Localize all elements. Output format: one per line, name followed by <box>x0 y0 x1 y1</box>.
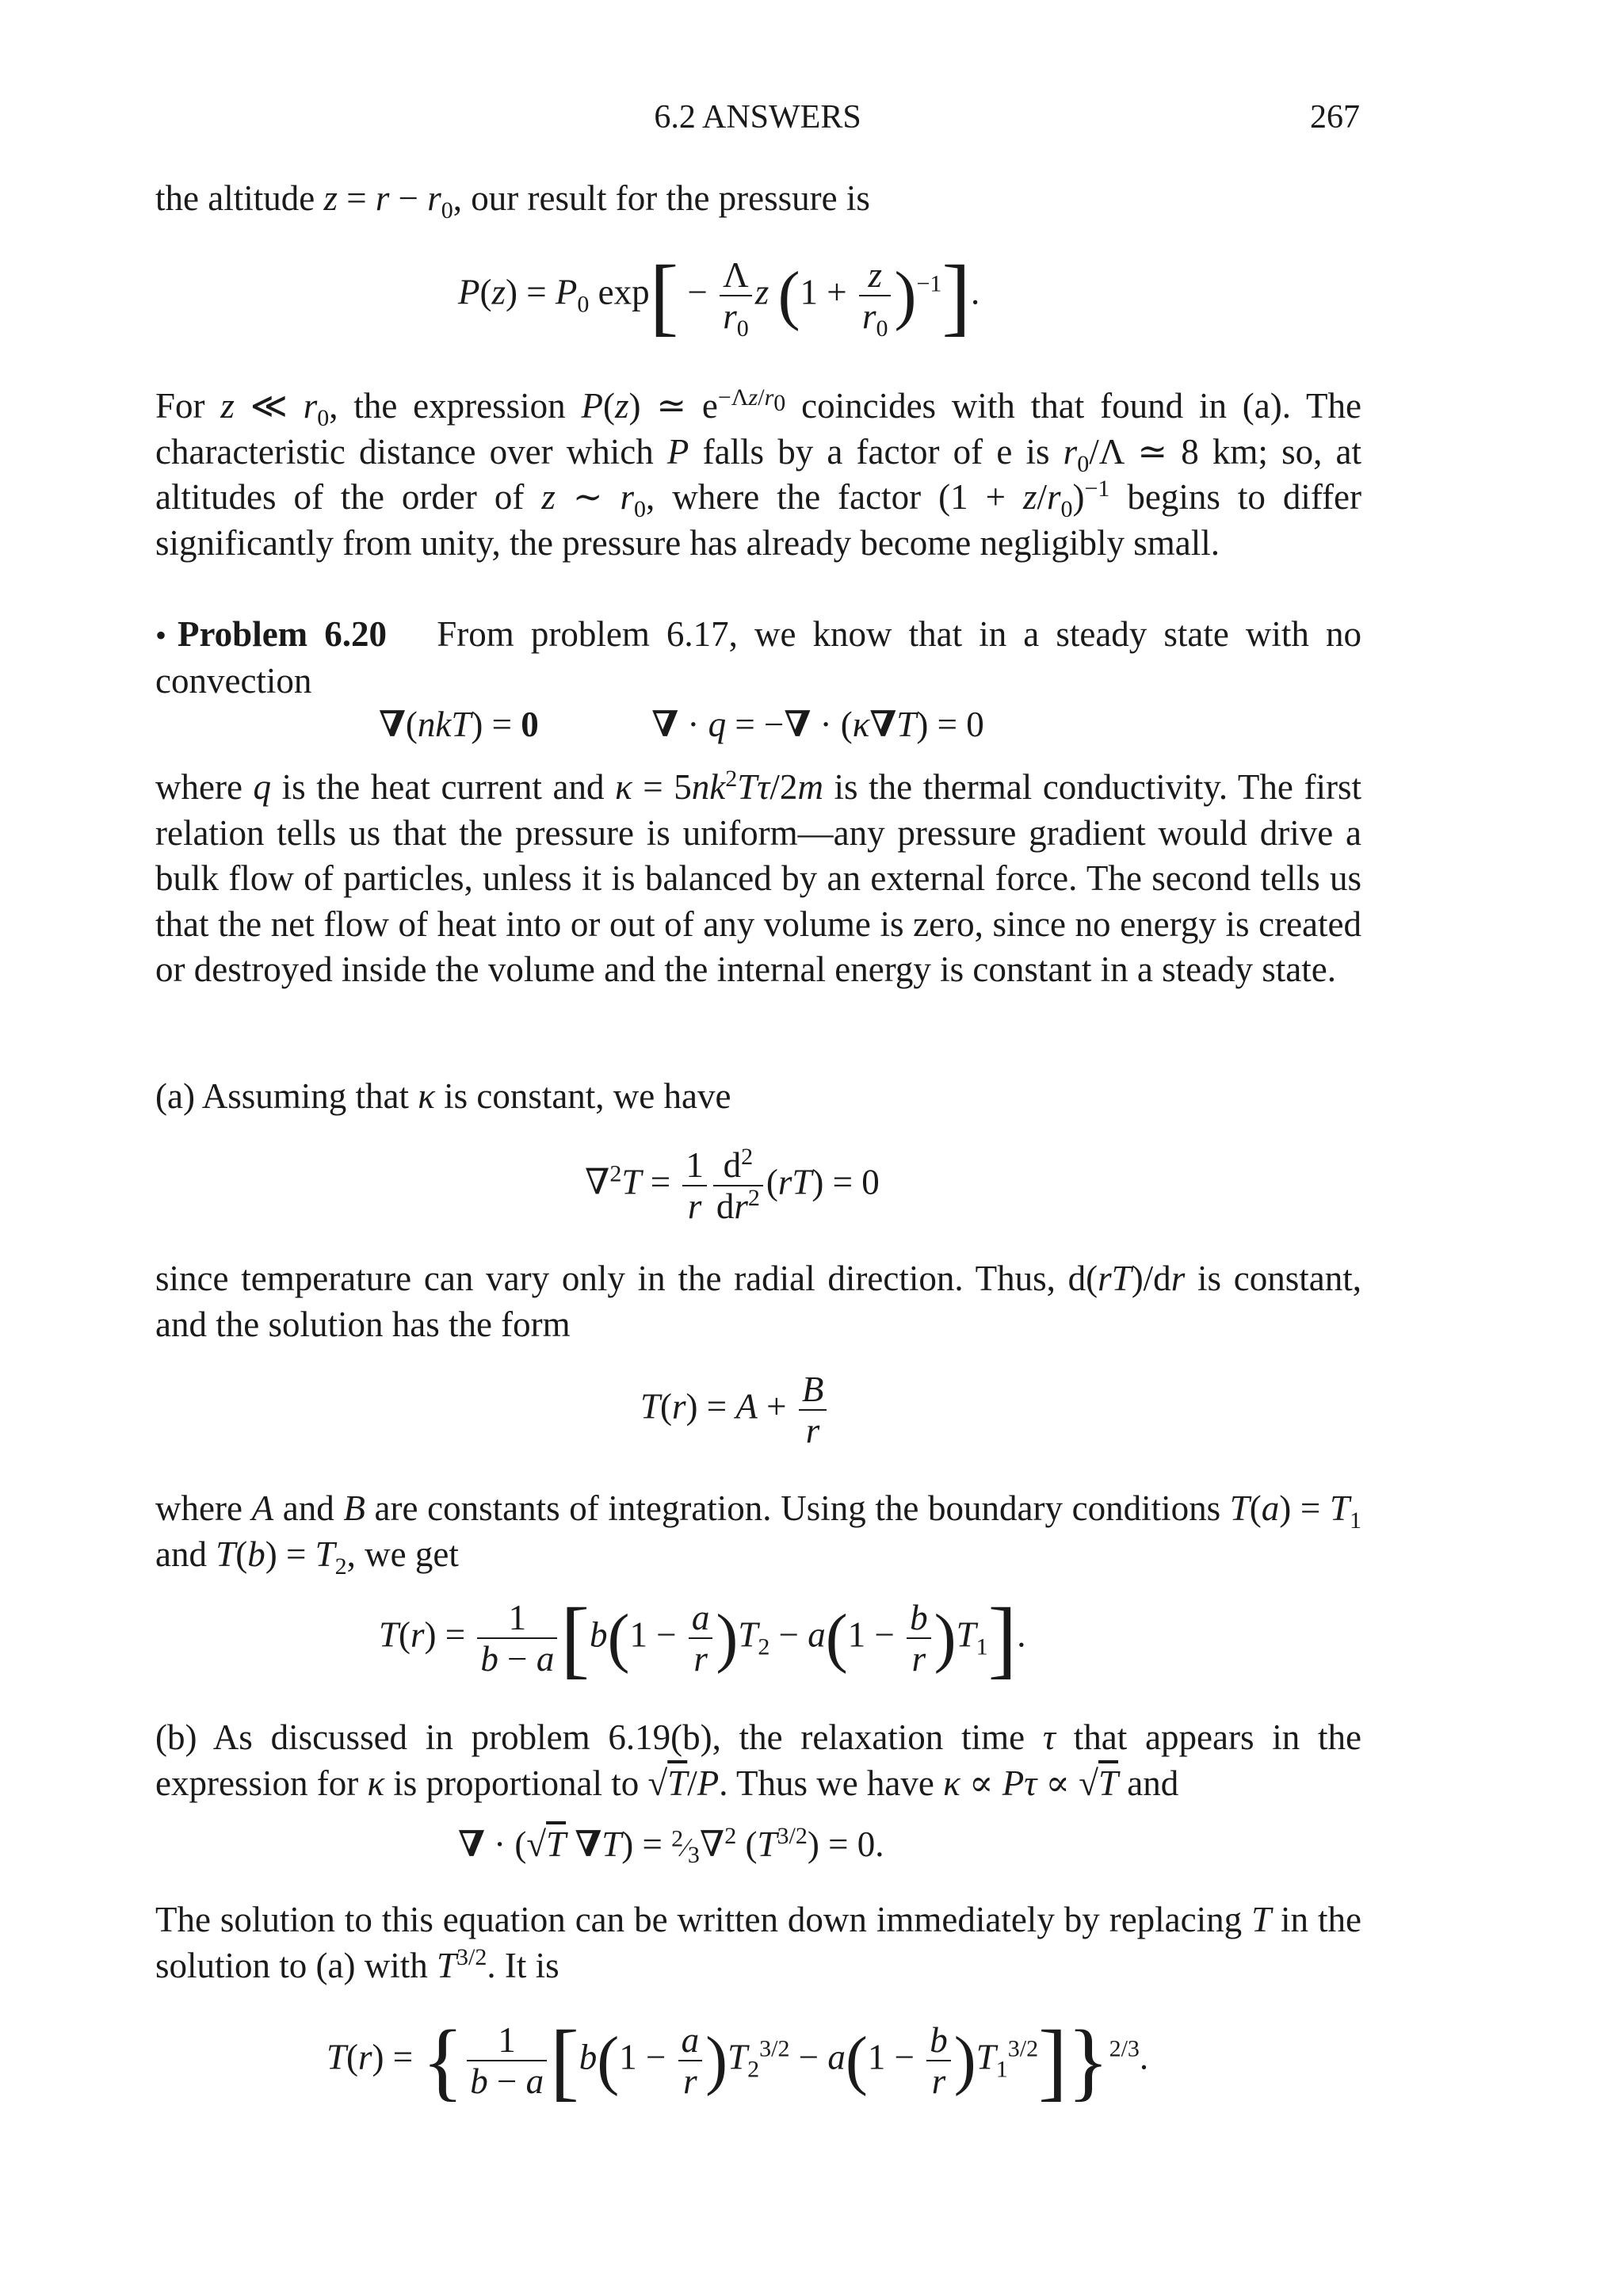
section-title: 6.2 ANSWERS <box>654 99 861 136</box>
paragraph-6: where A and B are constants of integration. Using the boundary conditions $T(a) = T_1$ and $T(b) = T_2$, we get <box>155 1488 1361 1580</box>
problem-label: Problem 6.20 <box>178 614 387 654</box>
paragraph-8: The solution to this equation can be written down immediately by replacing T in the solution to (a) with $T^{3/2}$. It is <box>155 1900 1361 1985</box>
paragraph-3: where q is the heat current and $\kappa = 5nk^2T\tau/2m$ is the thermal conductivity. The first relation tells us that the pressure is uniform—any pressure gradient would drive a bulk flow of particles, unless it is balanced by an external force. The second tells us that the net flow of heat into or out of any volume is zero, since no energy is created or destroyed inside the volume and the internal energy is constant in a steady state. <box>155 766 1361 989</box>
paragraph-5: since temperature can vary only in the radial direction. Thus, d(rT)/dr is constant, and the solution has the form <box>155 1259 1362 1344</box>
equation-part-b: ∇ · (√T $\nabla T) = ^2⁄_3\nabla^2$ $(T^{3/2}) = 0$. <box>458 1823 884 1868</box>
paragraph-7: (b) As discussed in problem 6.19(b), the relaxation time τ that appears in the expression for κ is proportional to √T/P. Thus we have κ ∝ Pτ ∝ √T and <box>155 1717 1362 1803</box>
running-header <box>155 98 1360 146</box>
equation-general-solution: T(r) = A + $\frac{B}{r}$ <box>640 1370 830 1450</box>
paragraph-1: the altitude $z = r - r_0$, our result for the pressure is <box>155 178 870 223</box>
equation-laplacian: ∇$^2$T = $\frac{1}{r}$ $\frac{d^2}{dr^2}$ (rT) = 0 <box>585 1144 880 1226</box>
equation-solution-a: T(r) = $\frac{1}{b - a}$ [b(1 − $\frac{a}{r}$ )$T_2 - a(1$ − $\frac{b}{r}$ )$T_1$]. <box>379 1590 1026 1687</box>
page-number: 267 <box>1310 99 1360 136</box>
equation-solution-b: T(r) = { $\frac{1}{b - a}$ [b(1 − $\frac{a}{r}$ )$T_2^{3/2} - a(1$ − $\frac{b}{r}$ )$T_1^{3/2}]\}^{2/3}$. <box>327 2012 1149 2109</box>
problem-6-20: • Problem 6.20 From problem 6.17, we know that in a steady state with no convection <box>155 614 1362 701</box>
equation-pressure: $P(z) = P_0$ exp[ − $\frac{\Lambda}{r_0}$ z (1 + $\frac{z}{r_0}$ )$^{-1}$]. <box>458 247 980 344</box>
paragraph-4: (a) Assuming that κ is constant, we have <box>155 1076 731 1116</box>
paragraph-2: For z ≪ $r_0$, the expression P(z) ≃ $e^{-\Lambda z/r_0}$ coincides with that found in (a). The characteristic distance over which P falls by a factor of e is $r_0/\Lambda$ ≃ 8 km; so, at altitudes of the order of z ∼ $r_0$, where the factor $(1 + z/r_0)^{-1}$ begins to differ significantly from unity, the pressure has already become negligibly small. <box>155 384 1362 563</box>
equation-steady-state: ∇(nkT) = 0 ∇ · q = −∇ · (κ∇T) = 0 <box>379 705 984 744</box>
